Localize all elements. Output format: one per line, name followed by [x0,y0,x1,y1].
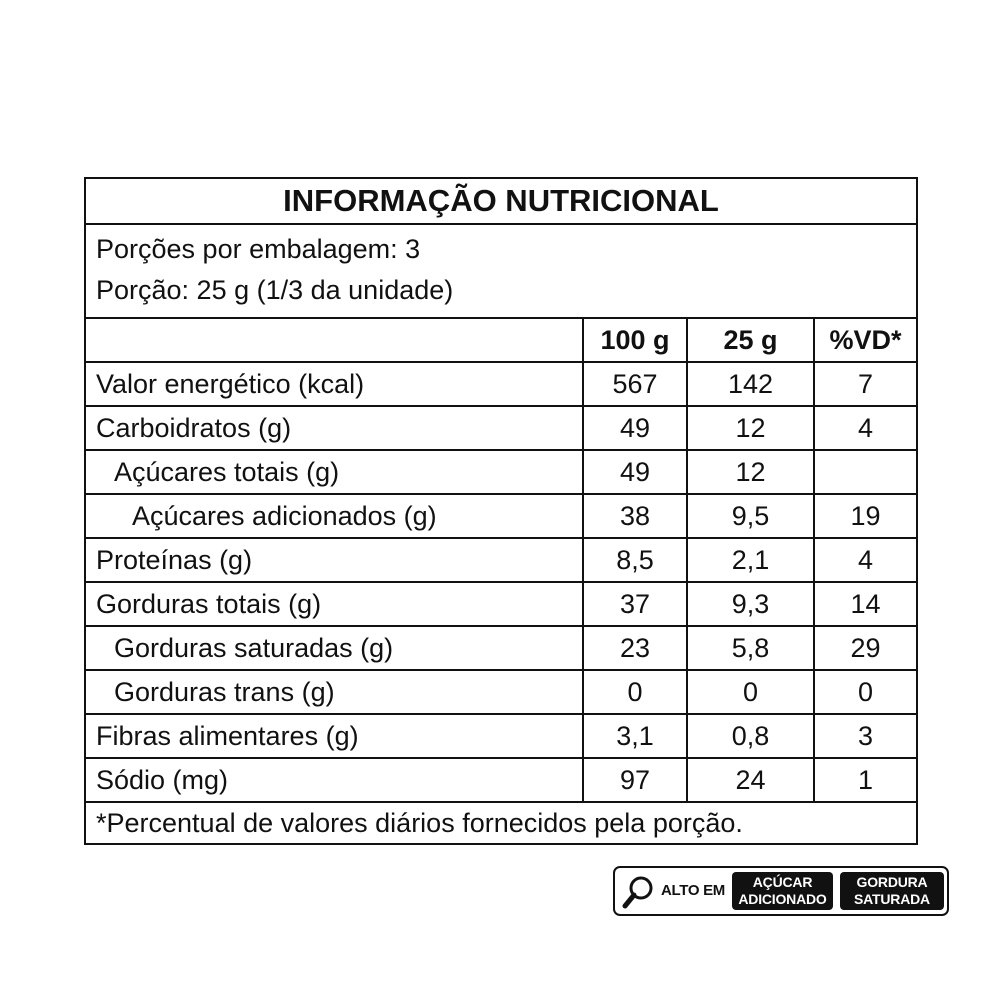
table-row [86,450,916,494]
value-per-100g: 49 [583,406,687,450]
value-per-25g: 9,3 [687,582,814,626]
saturated-fat-badge [840,872,944,910]
nutrient-name: Valor energético (kcal) [86,362,583,406]
value-per-100g: 0 [583,670,687,714]
serving-info [86,225,916,319]
high-in-warning-seal [613,866,949,916]
table-row [86,582,916,626]
value-per-25g: 24 [687,758,814,802]
footnote: *Percentual de valores diários fornecidos pela porção. [96,808,743,838]
seal-prefix: ALTO EM [660,882,725,899]
value-per-25g: 142 [687,362,814,406]
table-row [86,626,916,670]
badge-line-2: ADICIONADO [738,891,827,907]
table-row [86,494,916,538]
table-row [86,714,916,758]
table-header-row [86,319,916,362]
table-row [86,538,916,582]
nutrition-facts-label [84,177,918,845]
nutrient-name: Sódio (mg) [86,758,583,802]
value-per-100g: 37 [583,582,687,626]
value-per-100g: 567 [583,362,687,406]
value-daily-value: 14 [814,582,916,626]
table-row [86,758,916,802]
value-per-100g: 49 [583,450,687,494]
nutrient-name: Gorduras trans (g) [86,670,583,714]
value-per-25g: 12 [687,406,814,450]
nutrient-name: Proteínas (g) [86,538,583,582]
value-daily-value: 19 [814,494,916,538]
servings-per-package: Porções por embalagem: 3 [96,234,421,264]
header-per-25g: 25 g [687,319,814,362]
value-daily-value: 29 [814,626,916,670]
badge-line-2: SATURADA [854,891,930,907]
table-row [86,406,916,450]
nutrient-name: Carboidratos (g) [86,406,583,450]
value-per-25g: 5,8 [687,626,814,670]
magnifier-icon [621,874,657,910]
nutrient-name: Gorduras saturadas (g) [86,626,583,670]
badge-line-1: GORDURA [856,874,928,890]
nutrient-name: Fibras alimentares (g) [86,714,583,758]
table-row [86,670,916,714]
value-per-25g: 2,1 [687,538,814,582]
header-daily-value: %VD* [814,319,916,362]
value-per-100g: 97 [583,758,687,802]
value-per-25g: 12 [687,450,814,494]
added-sugar-badge [732,872,833,910]
value-per-25g: 0 [687,670,814,714]
value-per-25g: 9,5 [687,494,814,538]
nutrient-name: Açúcares totais (g) [86,450,583,494]
header-nutrient [86,319,583,362]
value-daily-value: 0 [814,670,916,714]
value-daily-value: 4 [814,538,916,582]
nutrition-table [86,319,916,803]
label-title: INFORMAÇÃO NUTRICIONAL [86,179,916,225]
nutrient-name: Gorduras totais (g) [86,582,583,626]
badge-line-1: AÇÚCAR [752,874,813,890]
value-daily-value: 3 [814,714,916,758]
value-per-100g: 3,1 [583,714,687,758]
value-per-100g: 8,5 [583,538,687,582]
nutrient-name: Açúcares adicionados (g) [86,494,583,538]
value-per-100g: 38 [583,494,687,538]
value-per-100g: 23 [583,626,687,670]
value-daily-value: 7 [814,362,916,406]
value-per-25g: 0,8 [687,714,814,758]
table-row [86,362,916,406]
header-per-100g: 100 g [583,319,687,362]
value-daily-value: 4 [814,406,916,450]
value-daily-value [814,450,916,494]
value-daily-value: 1 [814,758,916,802]
serving-size: Porção: 25 g (1/3 da unidade) [96,275,454,305]
